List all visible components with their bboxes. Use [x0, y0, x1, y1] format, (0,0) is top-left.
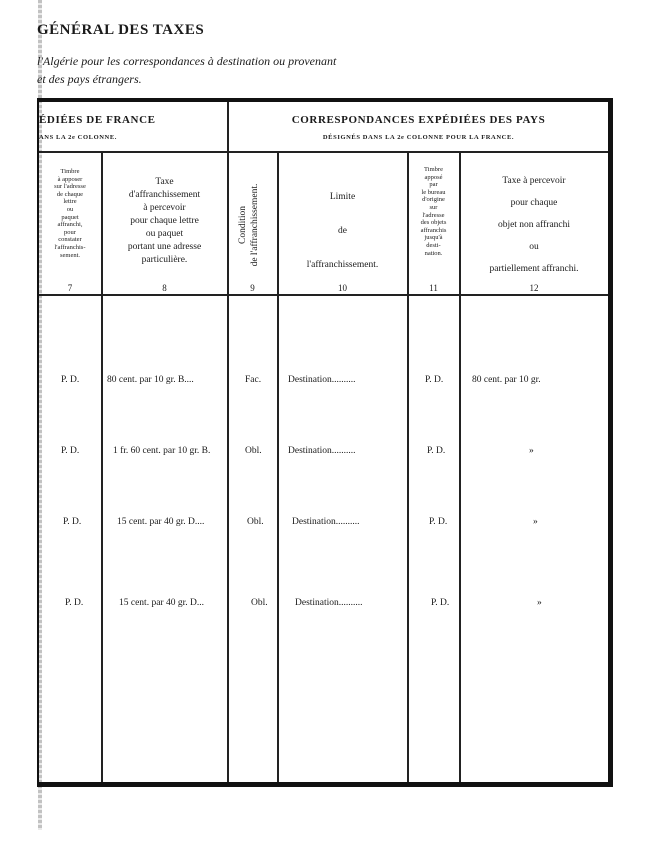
- row4-unpaid-tax: »: [537, 598, 542, 608]
- col12-number: 12: [529, 283, 539, 293]
- col9-number: 9: [250, 283, 255, 293]
- page-subtitle-line2: et des pays étrangers.: [37, 72, 142, 86]
- row4-condition: Obl.: [251, 598, 268, 608]
- col11-number: 11: [429, 283, 438, 293]
- col-divider-8-9: [227, 152, 229, 782]
- right-group-title: CORRESPONDANCES EXPÉDIÉES DES PAYS: [291, 114, 546, 126]
- tariff-table: [37, 98, 613, 787]
- row1-limit: Destination..........: [288, 375, 356, 385]
- row1-unpaid-tax: 80 cent. par 10 gr.: [472, 375, 541, 385]
- left-group-subtitle: ANS LA 2e COLONNE.: [39, 134, 117, 141]
- row3-origin-stamp: P. D.: [429, 517, 448, 527]
- group-header-rule: [39, 151, 608, 153]
- col12-header: Taxe à percevoir pour chaque objet non affranchi ou partiellement affranchi.: [489, 176, 579, 274]
- col7-number: 7: [67, 283, 73, 293]
- row3-condition: Obl.: [247, 517, 264, 527]
- row2-condition: Obl.: [245, 446, 262, 456]
- row4-tax: 15 cent. par 40 gr. D...: [119, 598, 204, 608]
- col9-header: Condition de l'affranchissement.: [238, 183, 260, 267]
- row1-tax: 80 cent. par 10 gr. B....: [107, 375, 194, 385]
- col7-header: Timbre à apposer sur l'adresse de chaque lettre ou paquet affranchi, pour constater l'affranchis- sement.: [54, 168, 86, 259]
- row3-limit: Destination..........: [292, 517, 360, 527]
- col8-header: Taxe d'affranchissement à percevoir pour chaque lettre ou paquet portant une adresse particulière.: [127, 177, 202, 265]
- page-subtitle-line1: l'Algérie pour les correspondances à destination ou provenant: [37, 54, 337, 68]
- row2-stamp: P. D.: [61, 446, 80, 456]
- row4-limit: Destination..........: [295, 598, 363, 608]
- col8-number: 8: [162, 283, 167, 293]
- row4-stamp: P. D.: [65, 598, 84, 608]
- col10-number: 10: [338, 283, 347, 293]
- row2-limit: Destination..........: [288, 446, 356, 456]
- col11-header: Timbre apposé par le bureau d'origine sur l'adresse des objets affranchis jusqu'à desti- nation.: [420, 166, 447, 257]
- row2-tax: 1 fr. 60 cent. par 10 gr. B.: [113, 446, 211, 456]
- page-title: GÉNÉRAL DES TAXES: [37, 22, 205, 38]
- row2-origin-stamp: P. D.: [427, 446, 446, 456]
- col10-header: Limite de l'affranchissement.: [306, 192, 379, 270]
- row1-condition: Fac.: [245, 375, 262, 385]
- row3-unpaid-tax: »: [533, 517, 538, 527]
- column-header-rule: [39, 294, 608, 296]
- row3-stamp: P. D.: [63, 517, 82, 527]
- row1-origin-stamp: P. D.: [425, 375, 444, 385]
- left-group-title: ÉDIÉES DE FRANCE: [39, 114, 156, 126]
- row2-unpaid-tax: »: [529, 446, 534, 456]
- row4-origin-stamp: P. D.: [431, 598, 450, 608]
- row3-tax: 15 cent. par 40 gr. D....: [117, 517, 205, 527]
- right-group-subtitle: DÉSIGNÉS DANS LA 2e COLONNE POUR LA FRANCE.: [322, 134, 515, 141]
- group-divider: [227, 102, 229, 152]
- row1-stamp: P. D.: [61, 375, 80, 385]
